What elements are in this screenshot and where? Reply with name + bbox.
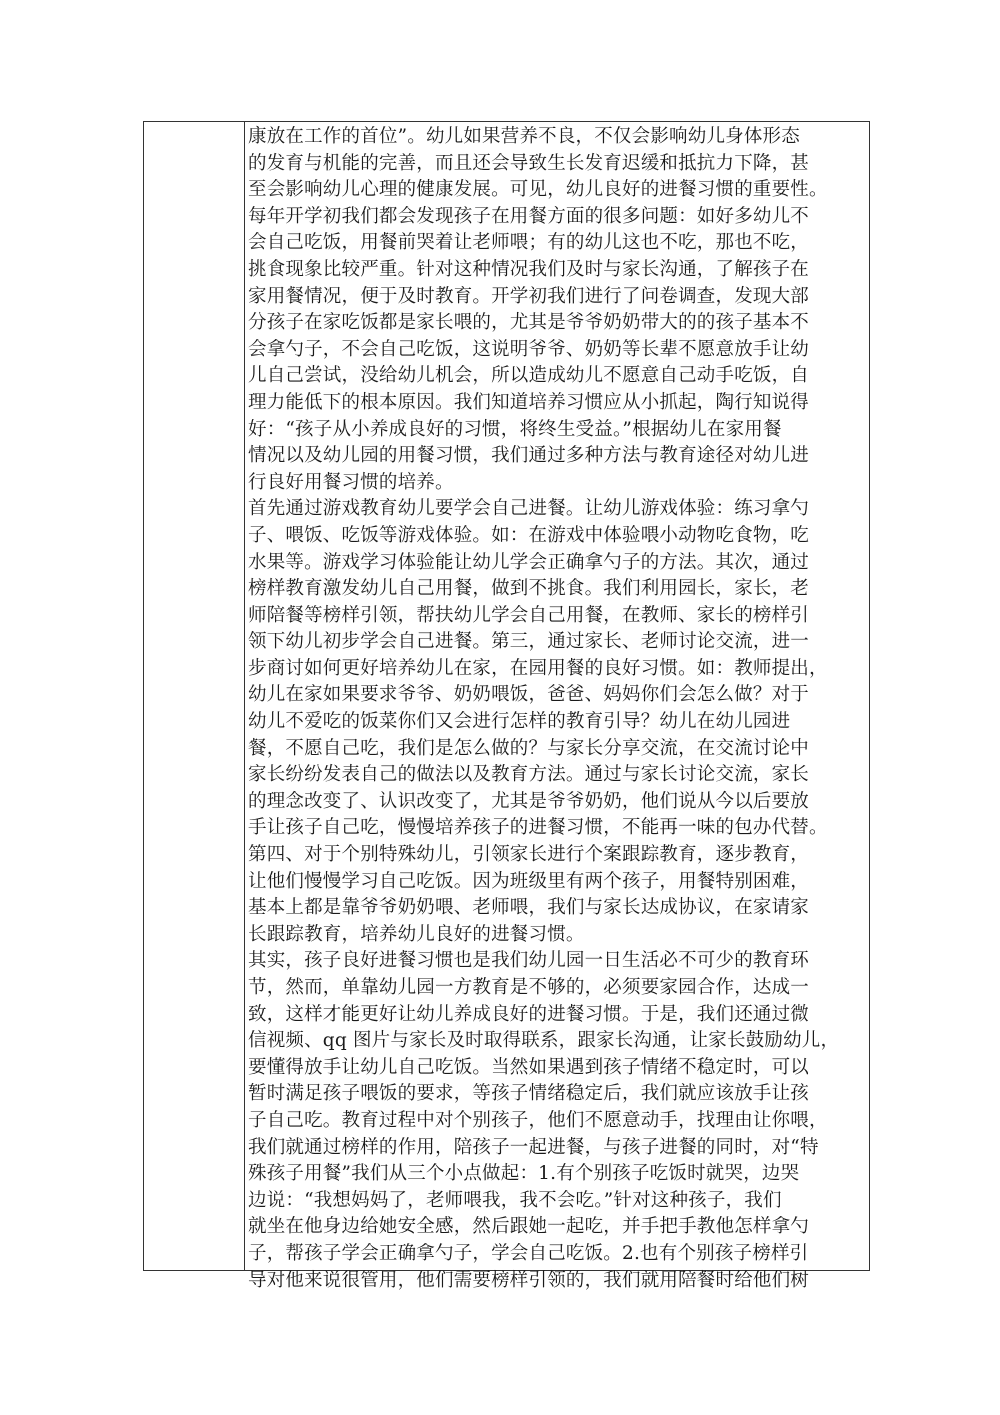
text-line: 子自己吃。教育过程中对个别孩子，他们不愿意动手，找理由让你喂， bbox=[248, 1109, 828, 1131]
text-line: 水果等。游戏学习体验能让幼儿学会正确拿勺子的方法。其次，通过 bbox=[248, 551, 810, 573]
text-line: 康放在工作的首位”。幼儿如果营养不良，不仅会影响幼儿身体形态 bbox=[248, 126, 800, 147]
text-line: 家长纷纷发表自己的做法以及教育方法。通过与家长讨论交流，家长 bbox=[248, 764, 810, 786]
text-line: 行良好用餐习惯的培养。 bbox=[248, 471, 454, 493]
table-label-cell bbox=[144, 122, 245, 1270]
text-line: 情况以及幼儿园的用餐习惯，我们通过多种方法与教育途径对幼儿进 bbox=[248, 445, 810, 467]
text-line: 第四、对于个别特殊幼儿，引领家长进行个案跟踪教育，逐步教育， bbox=[248, 844, 810, 866]
text-line: 理力能低下的根本原因。我们知道培养习惯应从小抓起，陶行知说得 bbox=[248, 391, 810, 413]
text-line: 领下幼儿初步学会自己进餐。第三，通过家长、老师讨论交流，进一 bbox=[248, 631, 810, 653]
text-line: 子，帮孩子学会正确拿勺子，学会自己吃饭。2.也有个别孩子榜样引 bbox=[248, 1242, 809, 1264]
text-line: 手让孩子自己吃，慢慢培养孩子的进餐习惯，不能再一味的包办代替。 bbox=[248, 817, 828, 839]
text-line: 其实，孩子良好进餐习惯也是我们幼儿园一日生活必不可少的教育环 bbox=[248, 950, 810, 972]
text-line: 至会影响幼儿心理的健康发展。可见，幼儿良好的进餐习惯的重要性。 bbox=[248, 179, 828, 201]
text-line: 榜样教育激发幼儿自己用餐，做到不挑食。我们利用园长，家长，老 bbox=[248, 578, 810, 600]
text-line: 的理念改变了、认识改变了，尤其是爷爷奶奶，他们说从今以后要放 bbox=[248, 790, 810, 812]
text-line: 每年开学初我们都会发现孩子在用餐方面的很多问题：如好多幼儿不 bbox=[248, 205, 810, 227]
document-table bbox=[143, 121, 870, 1291]
text-line: 就坐在他身边给她安全感，然后跟她一起吃，并手把手教他怎样拿勺 bbox=[248, 1216, 810, 1238]
text-line: 会自己吃饭，用餐前哭着让老师喂；有的幼儿这也不吃，那也不吃， bbox=[248, 232, 810, 254]
text-line: 节，然而，单靠幼儿园一方教育是不够的，必须要家园合作，达成一 bbox=[248, 977, 810, 998]
text-line: 幼儿在家如果要求爷爷、奶奶喂饭，爸爸、妈妈你们会怎么做？对于 bbox=[248, 684, 810, 706]
text-line: 要懂得放手让幼儿自己吃饭。当然如果遇到孩子情绪不稳定时，可以 bbox=[248, 1056, 810, 1078]
text-line: 步商讨如何更好培养幼儿在家，在园用餐的良好习惯。如：教师提出， bbox=[248, 657, 828, 679]
text-line: 师陪餐等榜样引领，帮扶幼儿学会自己用餐，在教师、家长的榜样引 bbox=[248, 604, 810, 626]
table-content-cell bbox=[245, 122, 869, 1291]
text-line: 餐，不愿自己吃，我们是怎么做的？与家长分享交流，在交流讨论中 bbox=[248, 737, 810, 759]
text-line: 长跟踪教育，培养幼儿良好的进餐习惯。 bbox=[248, 923, 585, 945]
text-line: 儿自己尝试，没给幼儿机会，所以造成幼儿不愿意自己动手吃饭，自 bbox=[248, 365, 810, 387]
text-line: 分孩子在家吃饭都是家长喂的，尤其是爷爷奶奶带大的的孩子基本不 bbox=[248, 312, 810, 334]
text-line: 我们就通过榜样的作用，陪孩子一起进餐，与孩子进餐的同时，对“特 bbox=[248, 1136, 819, 1158]
text-line: 殊孩子用餐”我们从三个小点做起：1.有个别孩子吃饭时就哭，边哭 bbox=[248, 1163, 800, 1185]
text-line: 的发育与机能的完善，而且还会导致生长发育迟缓和抵抗力下降，甚 bbox=[248, 152, 810, 174]
text-line: 子、喂饭、吃饭等游戏体验。如：在游戏中体验喂小动物吃食物，吃 bbox=[248, 524, 810, 546]
text-line: 好：“孩子从小养成良好的习惯，将终生受益。”根据幼儿在家用餐 bbox=[248, 418, 782, 440]
text-line: 信视频、qq 图片与家长及时取得联系，跟家长沟通，让家长鼓励幼儿， bbox=[248, 1030, 840, 1052]
text-line: 让他们慢慢学习自己吃饭。因为班级里有两个孩子，用餐特别困难， bbox=[248, 870, 810, 892]
text-line: 家用餐情况，便于及时教育。开学初我们进行了问卷调查，发现大部 bbox=[248, 285, 810, 307]
text-line: 首先通过游戏教育幼儿要学会自己进餐。让幼儿游戏体验：练习拿勺 bbox=[248, 498, 810, 520]
text-line: 导对他来说很管用，他们需要榜样引领的，我们就用陪餐时给他们树 bbox=[248, 1269, 810, 1291]
text-line: 幼儿不爱吃的饭菜你们又会进行怎样的教育引导？幼儿在幼儿园进 bbox=[248, 711, 791, 733]
text-line: 暂时满足孩子喂饭的要求，等孩子情绪稳定后，我们就应该放手让孩 bbox=[248, 1083, 810, 1105]
text-line: 基本上都是靠爷爷奶奶喂、老师喂，我们与家长达成协议，在家请家 bbox=[248, 897, 810, 919]
text-line: 挑食现象比较严重。针对这种情况我们及时与家长沟通，了解孩子在 bbox=[248, 258, 810, 280]
text-line: 边说：“我想妈妈了，老师喂我，我不会吃。”针对这种孩子，我们 bbox=[248, 1189, 782, 1211]
text-line: 致，这样才能更好让幼儿养成良好的进餐习惯。于是，我们还通过微 bbox=[248, 1003, 810, 1025]
text-line: 会拿勺子，不会自己吃饭，这说明爷爷、奶奶等长辈不愿意放手让幼 bbox=[248, 338, 810, 360]
